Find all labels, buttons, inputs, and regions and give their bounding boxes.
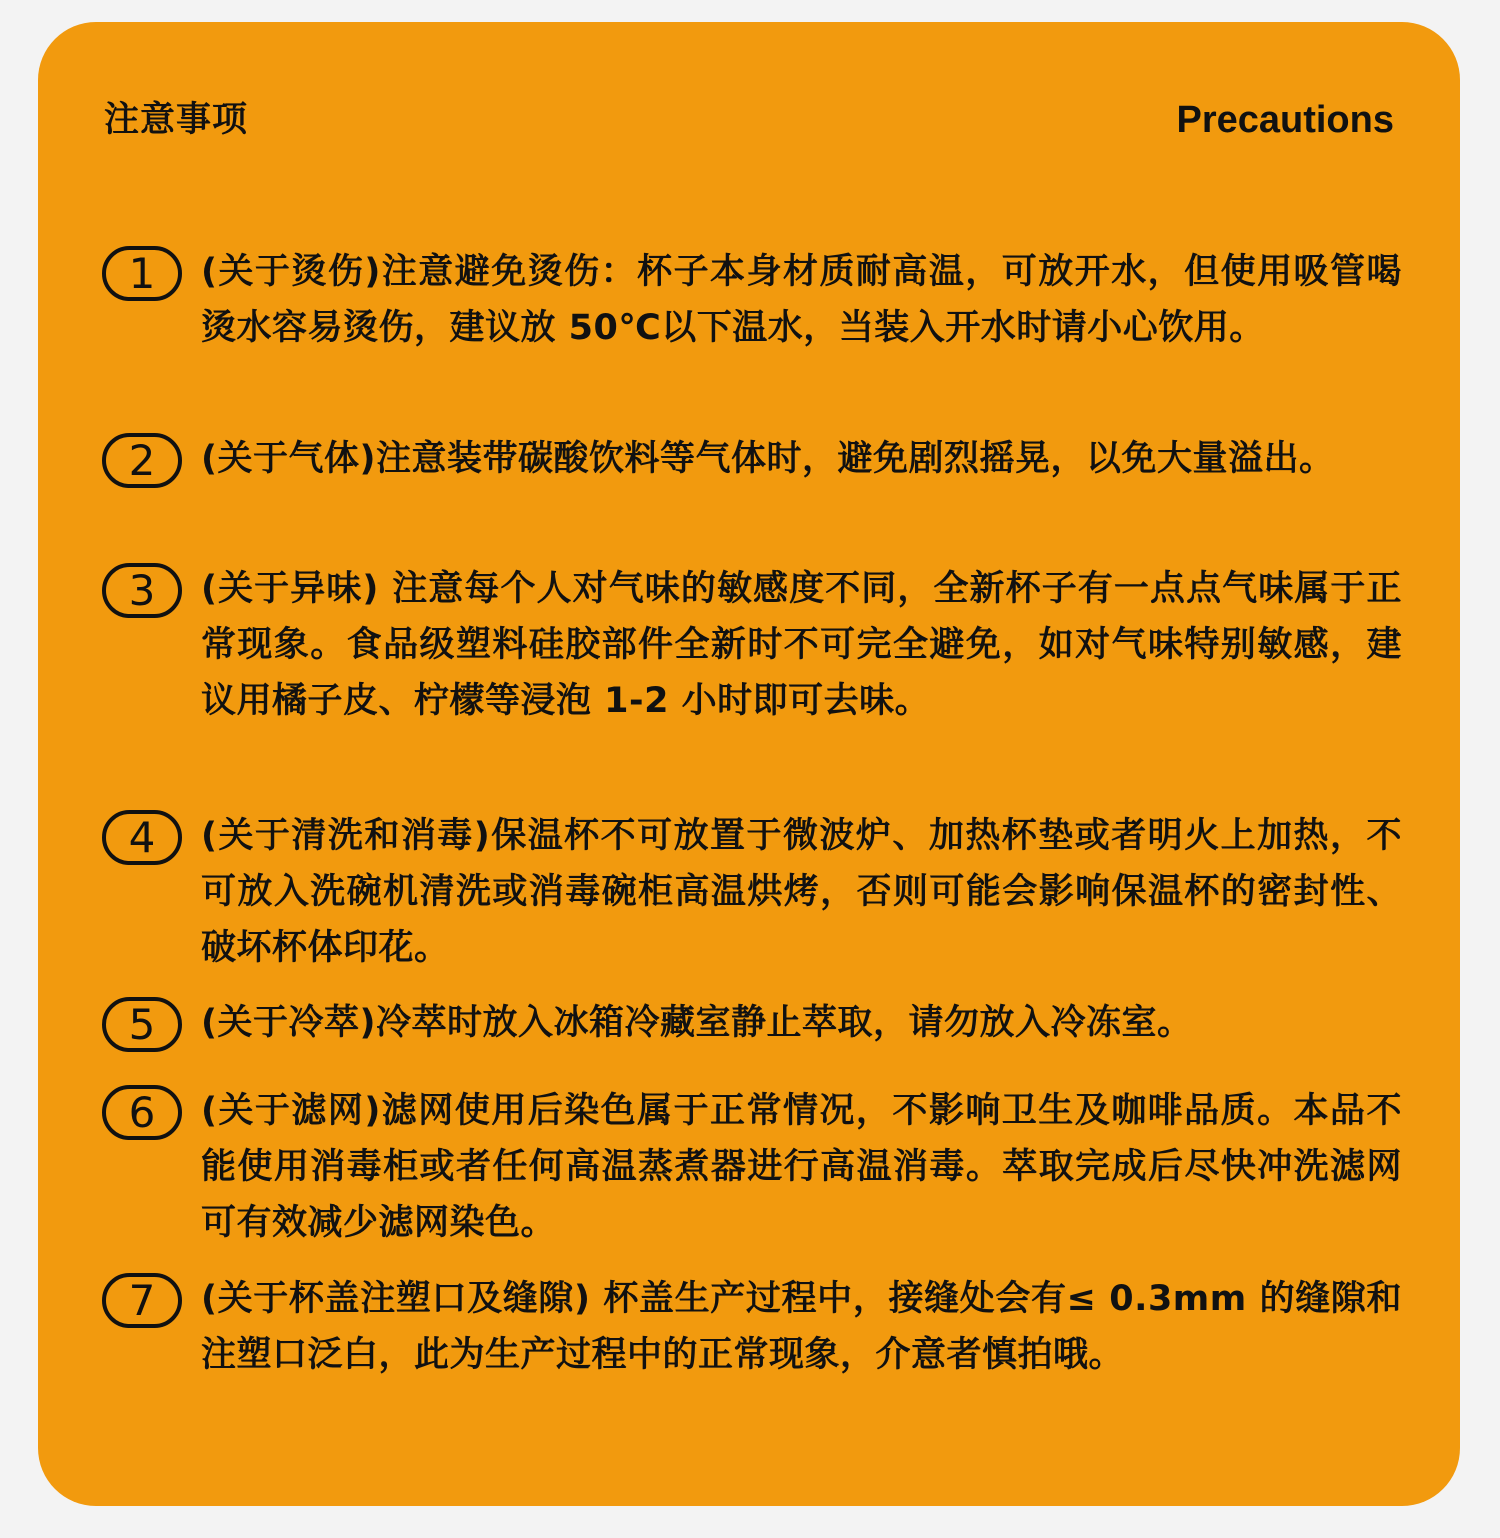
precaution-text-6: (关于滤网)滤网使用后染色属于正常情况，不影响卫生及咖啡品质。本品不能使用消毒柜或者任何高温蒸煮器进行高温消毒。萃取完成后尽快冲洗滤网可有效减少滤网染色。 xyxy=(201,1091,1402,1243)
precaution-item-3 xyxy=(102,561,1402,808)
precaution-text-3: (关于异味) 注意每个人对气味的敏感度不同，全新杯子有一点点气味属于正常现象。食品级塑料硅胶部件全新时不可完全避免，如对气味特别敏感，建议用橘子皮、柠檬等浸泡 1-2 小时即可去味。 xyxy=(201,569,1402,721)
precaution-item-4 xyxy=(102,808,1402,995)
precaution-item-1 xyxy=(102,244,1402,431)
number-badge-1: 1 xyxy=(102,246,182,301)
precaution-item-7 xyxy=(102,1271,1402,1451)
precaution-text-4: (关于清洗和消毒)保温杯不可放置于微波炉、加热杯垫或者明火上加热，不可放入洗碗机清洗或消毒碗柜高温烘烤，否则可能会影响保温杯的密封性、破坏杯体印花。 xyxy=(201,816,1402,968)
precaution-text-1: (关于烫伤)注意避免烫伤：杯子本身材质耐高温，可放开水，但使用吸管喝烫水容易烫伤，建议放 50℃以下温水，当装入开水时请小心饮用。 xyxy=(201,252,1402,348)
precaution-text-2: (关于气体)注意装带碳酸饮料等气体时，避免剧烈摇晃，以免大量溢出。 xyxy=(201,439,1335,479)
title-english: Precautions xyxy=(1176,99,1394,141)
precautions-list xyxy=(102,244,1402,1451)
number-badge-2: 2 xyxy=(102,433,182,488)
number-badge-6: 6 xyxy=(102,1085,182,1140)
precautions-card xyxy=(38,22,1460,1506)
title-chinese: 注意事项 xyxy=(104,100,249,140)
card-header xyxy=(104,96,1394,146)
precaution-item-6 xyxy=(102,1083,1402,1271)
precaution-text-5: (关于冷萃)冷萃时放入冰箱冷藏室静止萃取，请勿放入冷冻室。 xyxy=(201,1003,1193,1043)
number-badge-4: 4 xyxy=(102,810,182,865)
precaution-text-7: (关于杯盖注塑口及缝隙) 杯盖生产过程中，接缝处会有≤ 0.3mm 的缝隙和注塑口泛白，此为生产过程中的正常现象，介意者慎拍哦。 xyxy=(201,1279,1402,1375)
precaution-item-2 xyxy=(102,431,1402,561)
number-badge-3: 3 xyxy=(102,563,182,618)
precaution-item-5 xyxy=(102,995,1402,1083)
number-badge-7: 7 xyxy=(102,1273,182,1328)
number-badge-5: 5 xyxy=(102,997,182,1052)
